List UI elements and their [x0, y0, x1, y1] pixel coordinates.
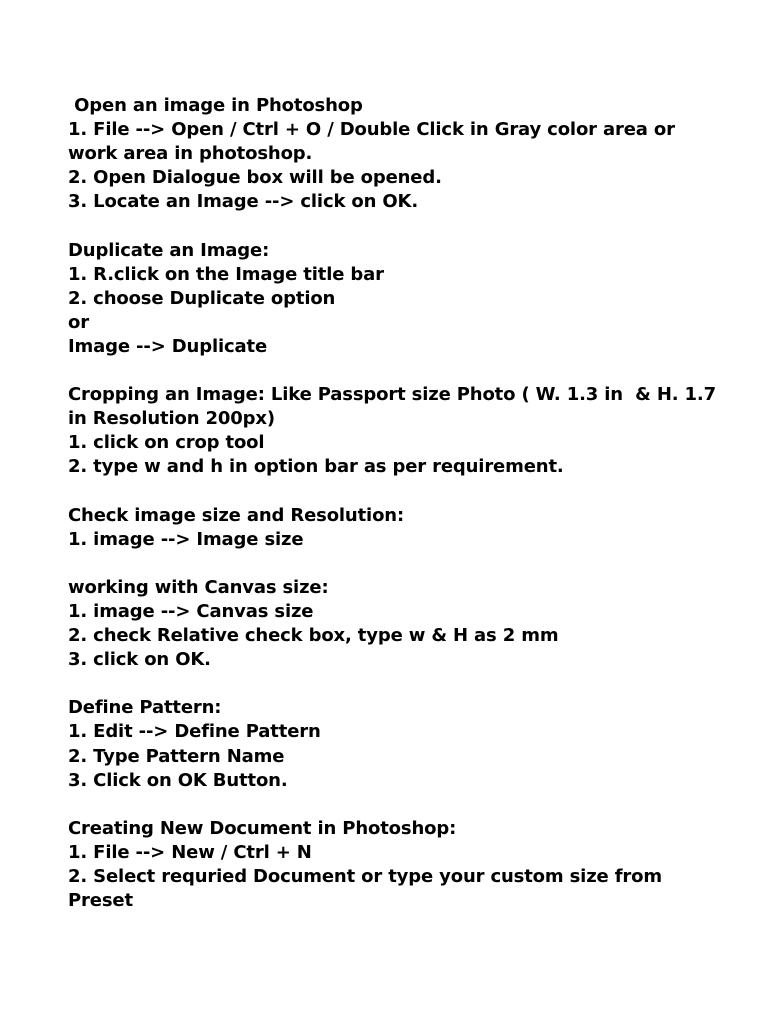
step-line: 1. File --> Open / Ctrl + O / Double Click in Gray color area or work area in photoshop. [68, 119, 681, 165]
step-line: 2. Select requried Document or type your custom size from Preset [68, 866, 669, 912]
section-define-pattern [68, 696, 728, 792]
step-line: 2. check Relative check box, type w & H as 2 mm [68, 625, 559, 647]
section-heading: Cropping an Image: Like Passport size Photo ( W. 1.3 in & H. 1.7 in Resolution 200px) [68, 384, 723, 430]
document-text [68, 94, 728, 937]
section-heading: Duplicate an Image: [68, 239, 270, 261]
step-line: 1. File --> New / Ctrl + N [68, 841, 312, 863]
section-cropping-image [68, 383, 728, 479]
section-duplicate-image [68, 239, 728, 359]
step-line: 3. Click on OK Button. [68, 769, 288, 791]
step-line: 1. Edit --> Define Pattern [68, 721, 321, 743]
step-line: 2. Open Dialogue box will be opened. [68, 167, 442, 189]
step-line: 3. Locate an Image --> click on OK. [68, 191, 419, 213]
section-open-image [68, 94, 728, 214]
section-heading: Check image size and Resolution: [68, 504, 405, 526]
section-heading: Open an image in Photoshop [68, 95, 363, 116]
section-heading: Define Pattern: [68, 697, 222, 719]
step-line: 1. image --> Image size [68, 528, 304, 550]
step-line: 2. Type Pattern Name [68, 745, 285, 767]
section-new-document [68, 817, 728, 913]
section-heading: working with Canvas size: [68, 576, 329, 598]
step-line: 2. choose Duplicate option [68, 287, 336, 309]
section-canvas-size [68, 576, 728, 672]
step-line: or [68, 311, 89, 333]
step-line: 1. image --> Canvas size [68, 600, 314, 622]
step-line: 1. click on crop tool [68, 432, 265, 454]
section-image-size [68, 504, 728, 552]
step-line: 1. R.click on the Image title bar [68, 263, 384, 285]
section-heading: Creating New Document in Photoshop: [68, 817, 457, 839]
step-line: 3. click on OK. [68, 649, 211, 671]
step-line: Image --> Duplicate [68, 335, 268, 357]
step-line: 2. type w and h in option bar as per requirement. [68, 456, 564, 478]
